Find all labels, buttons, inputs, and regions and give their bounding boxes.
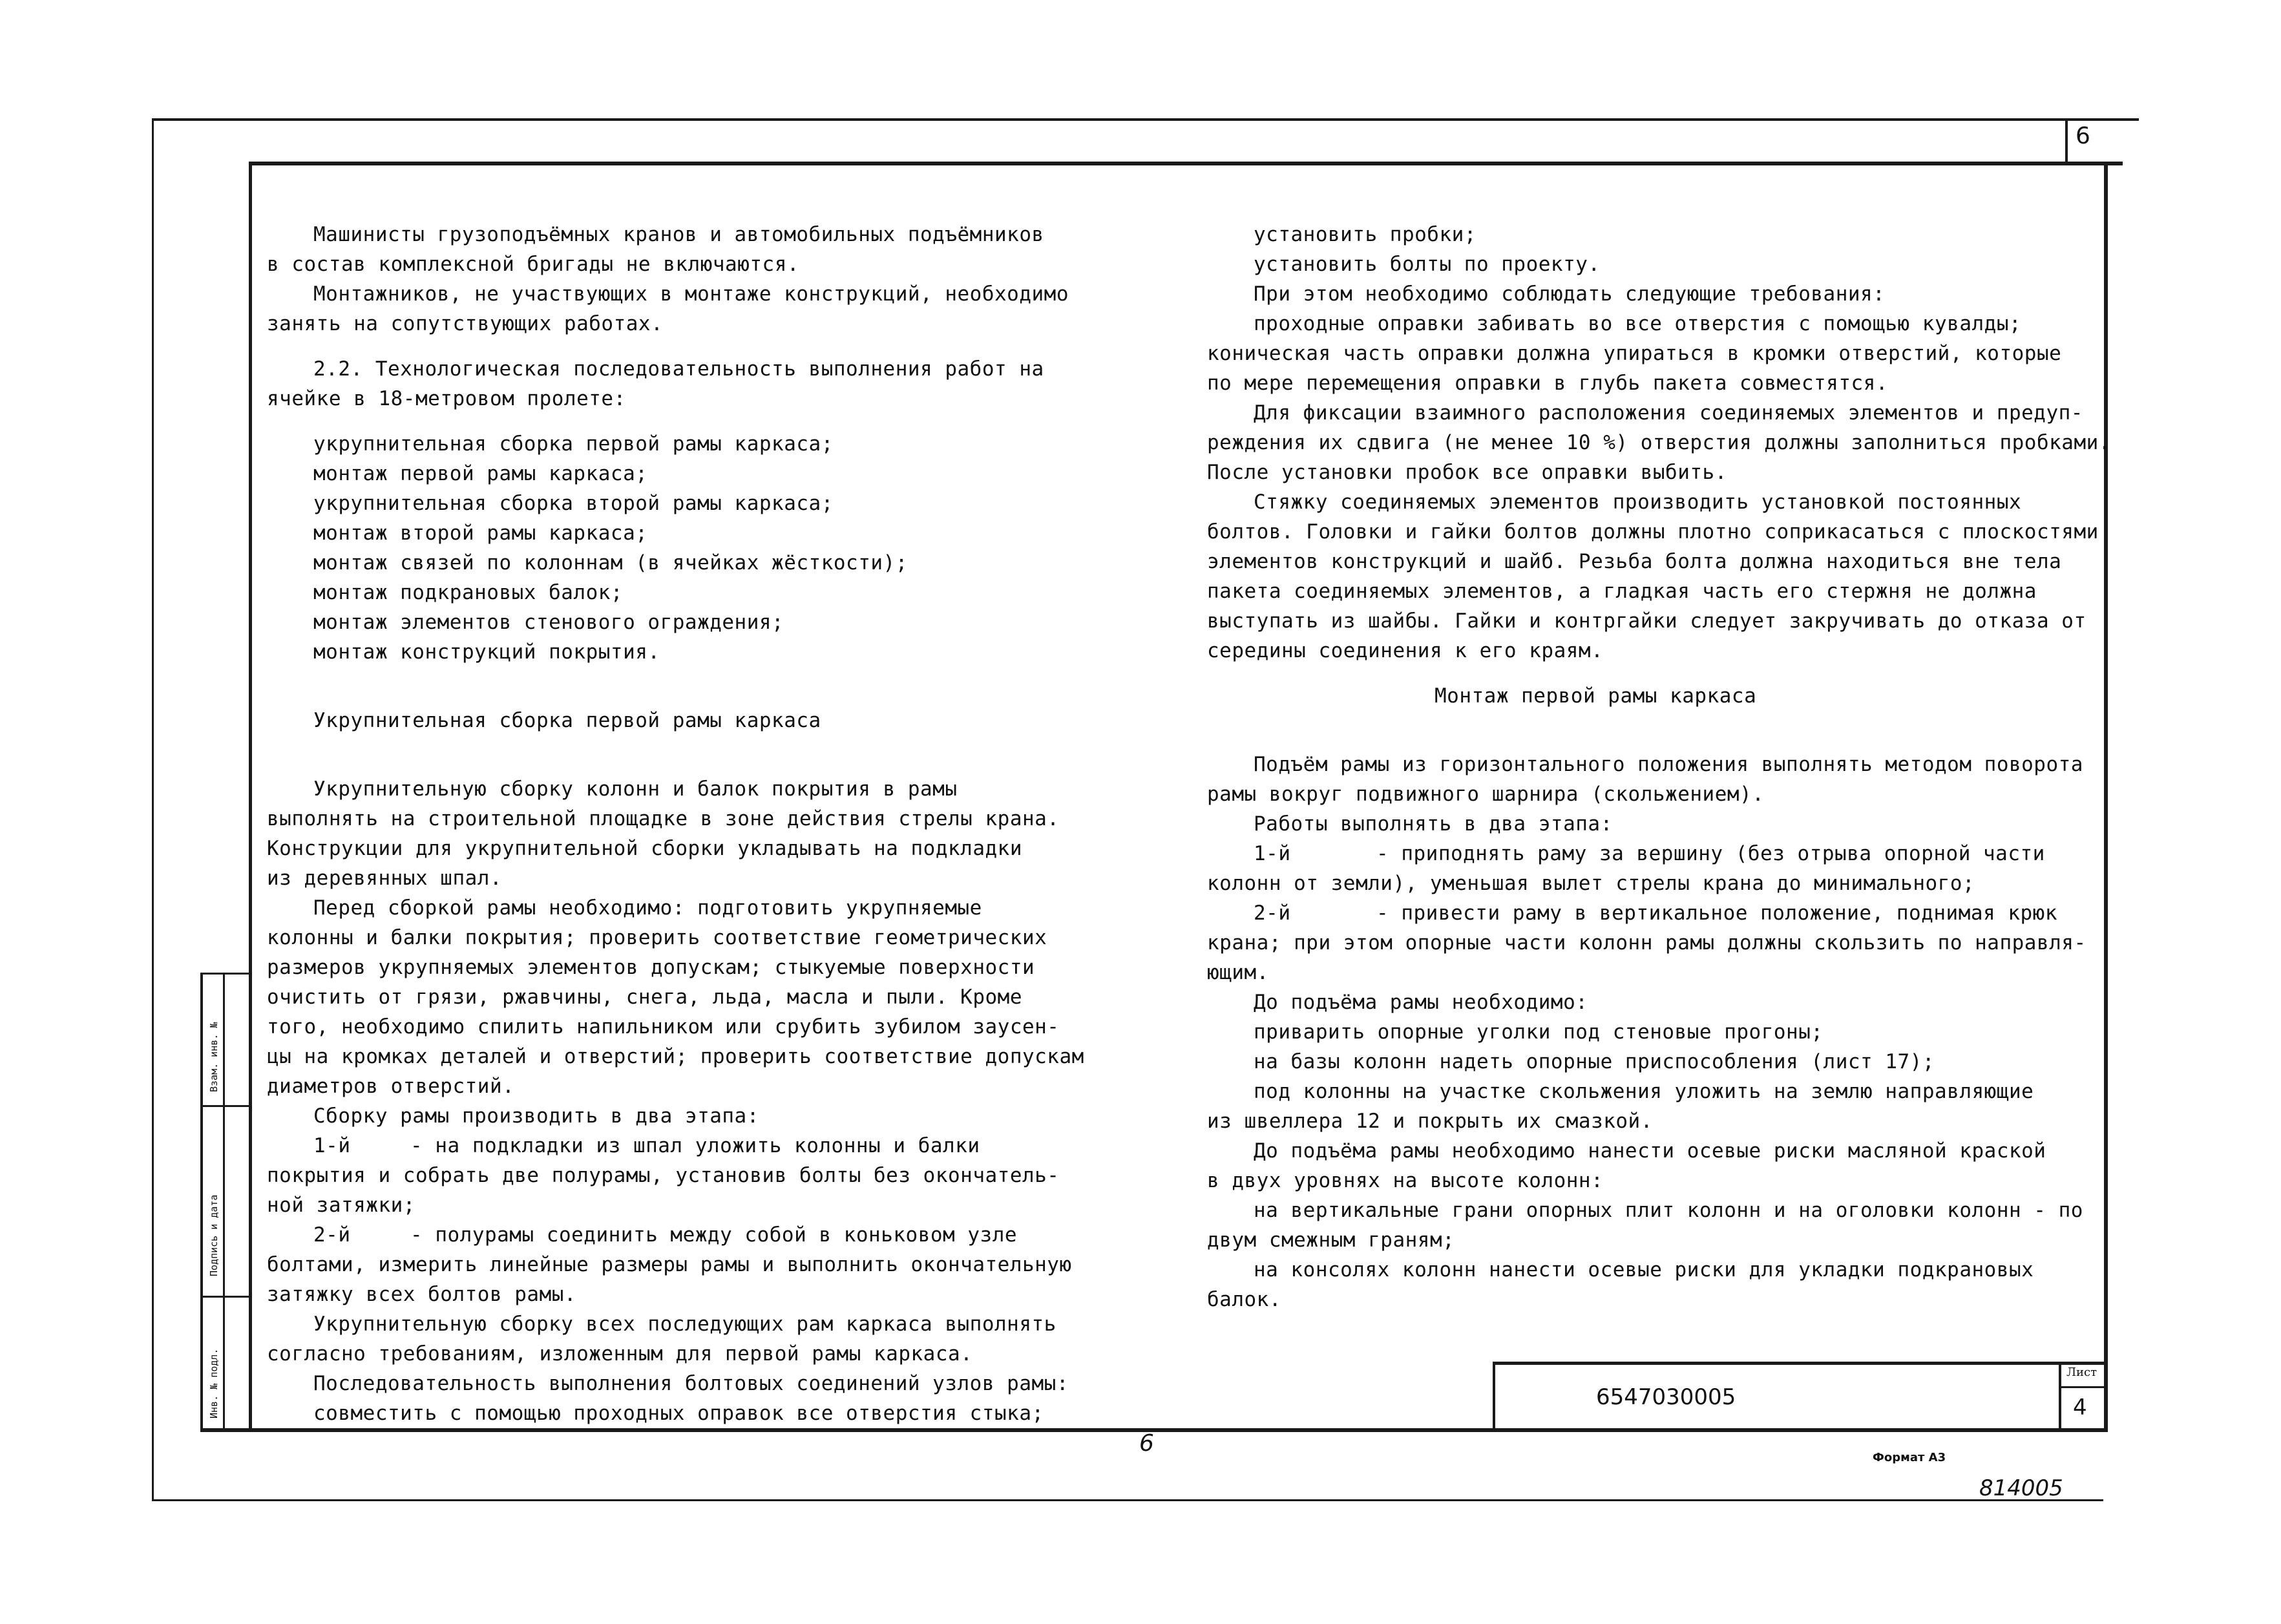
- right-r6-line: выступать из шайбы. Гайки и контргайки следует закручивать до отказа от: [1207, 609, 2087, 633]
- stamp-top: [1493, 1362, 2108, 1365]
- left-p5-line: диаметров отверстий.: [267, 1075, 515, 1098]
- left-p8-line1: Последовательность выполнения болтовых соединений узлов рамы:: [313, 1372, 1069, 1395]
- inner-left-border: [249, 162, 252, 1431]
- left-stage1-text: - на подкладки из шпал уложить колонны и балки: [410, 1134, 980, 1157]
- left-p5-line: очистить от грязи, ржавчины, снега, льда, масла и пыли. Кроме: [267, 986, 1022, 1009]
- right-stage1-line2: колонн от земли), уменьшая вылет стрелы крана до минимального;: [1207, 872, 1975, 895]
- right-r1: установить пробки;: [1254, 223, 1477, 246]
- right-r5-line: После установки пробок все оправки выбить.: [1207, 461, 1727, 484]
- left-p5-line: Перед сборкой рамы необходимо: подготовить укрупняемые: [313, 896, 982, 920]
- right-r4-line: коническая часть оправки должна упираться в кромки отверстий, которые: [1207, 342, 2062, 365]
- right-r6-line: болтов. Головки и гайки болтов должны плотно соприкасаться с плоскостями: [1207, 520, 2099, 543]
- side-stamp-field3: Инв. № подл.: [208, 1348, 220, 1418]
- right-r15-line1: на консолях колонн нанести осевые риски для укладки подкрановых: [1254, 1258, 2034, 1281]
- right-r2: установить болты по проекту.: [1254, 253, 1601, 276]
- left-p5-line: размеров укрупняемых элементов допускам; стыкуемые поверхности: [267, 956, 1035, 979]
- left-p1-line2: в состав комплексной бригады не включаются.: [267, 253, 800, 276]
- list-item: монтаж конструкций покрытия.: [313, 640, 660, 664]
- footer-format: Формат А3: [1873, 1451, 1946, 1464]
- right-stage2-line2: крана; при этом опорные части колонн рамы должны скользить по направля-: [1207, 931, 2087, 954]
- list-item: монтаж подкрановых балок;: [313, 581, 624, 604]
- stamp-doc-code: 6547030005: [1596, 1384, 1736, 1410]
- side-stamp-left: [200, 973, 203, 1431]
- right-section-heading: Монтаж первой рамы каркаса: [1435, 684, 1757, 708]
- right-stage2-text: - привести раму в вертикальное положение, поднимая крюк: [1376, 902, 2057, 925]
- right-r15-line2: балок.: [1207, 1288, 1281, 1311]
- left-stage2-line2: болтами, измерить линейные размеры рамы и выполнить окончательную: [267, 1253, 1072, 1276]
- left-stage1-line1: [267, 1131, 1084, 1161]
- left-p1-line1: Машинисты грузоподъёмных кранов и автомобильных подъёмников: [313, 223, 1044, 246]
- right-stage1-line1: [1207, 839, 2111, 869]
- right-r13-line2: в двух уровнях на высоте колонн:: [1207, 1169, 1604, 1192]
- list-item: монтаж первой рамы каркаса;: [313, 462, 648, 485]
- left-p4-line: из деревянных шпал.: [267, 867, 503, 890]
- right-r13-line1: До подъёма рамы необходимо нанести осевые риски масляной краской: [1254, 1139, 2046, 1163]
- left-p6: Сборку рамы производить в два этапа:: [313, 1104, 759, 1128]
- left-p4-line: Укрупнительную сборку колонн и балок покрытия в рамы: [313, 777, 958, 801]
- left-p8-line2: совместить с помощью проходных оправок все отверстия стыка;: [313, 1402, 1044, 1425]
- outer-left-border: [152, 118, 154, 1501]
- right-r14-line2: двум смежным граням;: [1207, 1229, 1455, 1252]
- left-stage1-label: 1-й: [313, 1134, 351, 1157]
- footer-page-number: 6: [1139, 1430, 1154, 1457]
- side-stamp-field1: Взам. инв. №: [208, 1022, 220, 1092]
- left-stage1-line3: ной затяжки;: [267, 1194, 415, 1217]
- right-stage2-line1: [1207, 898, 2111, 928]
- left-p7-line1: Укрупнительную сборку всех последующих рам каркаса выполнять: [313, 1313, 1056, 1336]
- left-p2-line2: занять на сопутствующих работах.: [267, 312, 664, 335]
- list-item: монтаж связей по колоннам (в ячейках жёсткости);: [313, 551, 908, 575]
- left-p2-line1: Монтажников, не участвующих в монтаже конструкций, необходимо: [313, 282, 1069, 306]
- left-stage2-line3: затяжку всех болтов рамы.: [267, 1283, 577, 1306]
- right-r6-line: пакета соединяемых элементов, а гладкая часть его стержня не должна: [1207, 580, 2037, 603]
- left-p4-line: Конструкции для укрупнительной сборки укладывать на подкладки: [267, 837, 1022, 860]
- list-item: укрупнительная сборка первой рамы каркаса;: [313, 432, 834, 456]
- right-r10: приварить опорные уголки под стеновые прогоны;: [1254, 1020, 1824, 1044]
- right-column: [1207, 220, 2111, 1314]
- side-stamp-divider: [223, 973, 225, 1431]
- inner-top-border: [249, 162, 2123, 165]
- right-r5-line: Для фиксации взаимного расположения соединяемых элементов и предуп-: [1254, 401, 2083, 425]
- stamp-sheet-left: [2059, 1362, 2061, 1431]
- side-stamp-sep2: [200, 1296, 252, 1298]
- left-p3-line1: 2.2. Технологическая последовательность выполнения работ на: [313, 357, 1044, 381]
- outer-bottom-border: [152, 1499, 2103, 1501]
- right-r12-line2: из швеллера 12 и покрыть их смазкой.: [1207, 1110, 1653, 1133]
- left-p3-line2: ячейке в 18-метровом пролете:: [267, 387, 626, 410]
- right-r14-line1: на вертикальные грани опорных плит колонн и на оголовки колонн - по: [1254, 1199, 2083, 1222]
- right-r6-line: элементов конструкций и шайб. Резьба болта должна находиться вне тела: [1207, 550, 2062, 573]
- left-stage2-text: - полурамы соединить между собой в коньковом узле: [410, 1223, 1018, 1247]
- left-stage1-line2: покрытия и собрать две полурамы, установив болты без окончатель-: [267, 1164, 1060, 1187]
- outer-top-border: [152, 118, 2139, 121]
- stamp-sheet-number: 4: [2073, 1395, 2087, 1420]
- list-item: укрупнительная сборка второй рамы каркаса;: [313, 492, 834, 515]
- right-r9: До подъёма рамы необходимо:: [1254, 991, 1588, 1014]
- inner-bottom-border: [200, 1428, 2108, 1432]
- left-p7-line2: согласно требованиям, изложенным для первой рамы каркаса.: [267, 1342, 973, 1366]
- left-p5-line: цы на кромках деталей и отверстий; проверить соответствие допускам: [267, 1045, 1084, 1068]
- stamp-sheet-label: Лист: [2066, 1366, 2097, 1379]
- side-stamp-top: [200, 973, 252, 975]
- side-stamp-sep1: [200, 1105, 252, 1107]
- right-r7-line: Подъём рамы из горизонтального положения выполнять методом поворота: [1254, 753, 2083, 776]
- left-stage2-line1: [267, 1220, 1084, 1250]
- right-r8: Работы выполнять в два этапа:: [1254, 812, 1613, 836]
- right-r3: При этом необходимо соблюдать следующие требования:: [1254, 282, 1886, 306]
- right-r5-line: реждения их сдвига (не менее 10 %) отверстия должны заполниться пробками.: [1207, 431, 2111, 454]
- left-column: [267, 220, 1084, 1428]
- left-p5-line: того, необходимо спилить напильником или срубить зубилом заусен-: [267, 1015, 1060, 1039]
- left-p4-line: выполнять на строительной площадке в зоне действия стрелы крана.: [267, 807, 1060, 830]
- stamp-sheet-divider: [2059, 1386, 2108, 1388]
- right-r4-line: проходные оправки забивать во все отверстия с помощью кувалды;: [1254, 312, 2022, 335]
- right-r7-line: рамы вокруг подвижного шарнира (скольжением).: [1207, 783, 1765, 806]
- left-p5-line: колонны и балки покрытия; проверить соответствие геометрических: [267, 926, 1047, 949]
- right-stage2-line3: ющим.: [1207, 961, 1269, 984]
- right-r11: на базы колонн надеть опорные приспособления (лист 17);: [1254, 1050, 1935, 1073]
- stamp-left: [1493, 1362, 1495, 1431]
- right-stage1-text: - приподнять раму за вершину (без отрыва опорной части: [1376, 842, 2045, 865]
- left-stage2-label: 2-й: [313, 1223, 351, 1247]
- right-r6-line: середины соединения к его краям.: [1207, 639, 1604, 662]
- page-box-left: [2065, 120, 2068, 162]
- right-stage2-label: 2-й: [1254, 902, 1291, 925]
- side-stamp-field2: Подпись и дата: [208, 1194, 220, 1276]
- footer-handwritten-code: 814005: [1979, 1475, 2063, 1501]
- right-r12-line1: под колонны на участке скольжения уложить на землю направляющие: [1254, 1080, 2034, 1103]
- right-stage1-label: 1-й: [1254, 842, 1291, 865]
- left-section-heading: Укрупнительная сборка первой рамы каркаса: [313, 709, 821, 732]
- list-item: монтаж элементов стенового ограждения;: [313, 611, 784, 634]
- right-r6-line: Стяжку соединяемых элементов производить установкой постоянных: [1254, 490, 2022, 514]
- page-number-top: 6: [2076, 123, 2090, 149]
- right-r4-line: по мере перемещения оправки в глубь пакета совместятся.: [1207, 372, 1888, 395]
- list-item: монтаж второй рамы каркаса;: [313, 522, 648, 545]
